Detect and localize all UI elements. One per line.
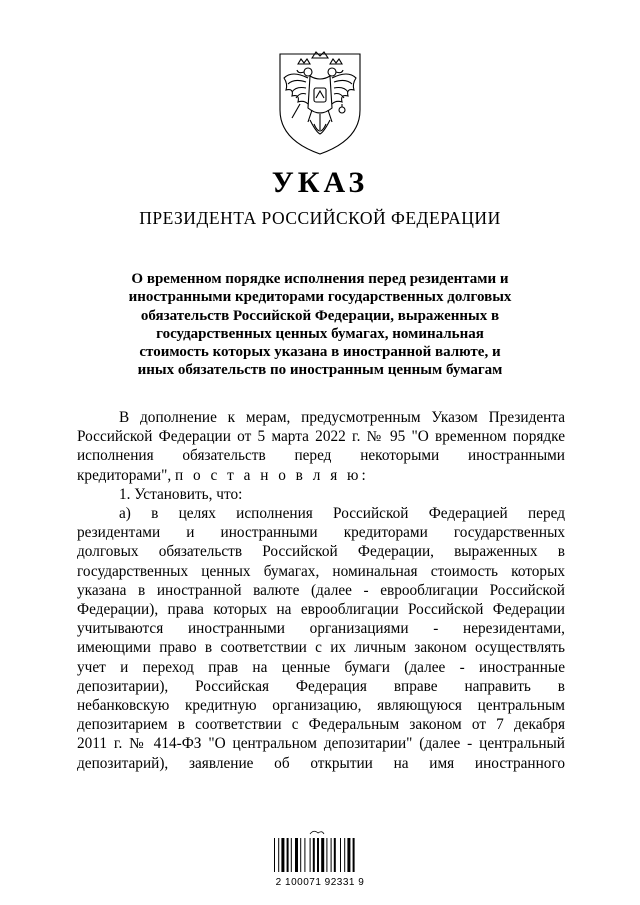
barcode-number: 2 100071 92331 9 bbox=[275, 877, 365, 888]
body-line: указана в иностранной валюте (далее - еврооблигации Российской bbox=[77, 581, 565, 599]
body-line: небанковскую кредитную организацию, являющуюся центральным bbox=[77, 697, 565, 715]
body-line: депозитарием в соответствии с Федеральным законом от 7 декабря bbox=[77, 716, 565, 734]
heading-line: иностранными кредиторами государственных долговых bbox=[128, 289, 512, 306]
heading-line: О временном порядке исполнения перед резидентами и bbox=[131, 271, 509, 287]
body-line: В дополнение к мерам, предусмотренным Указом Президента bbox=[119, 409, 565, 426]
heading-line: государственных ценных бумагах, номинальная bbox=[156, 325, 484, 342]
decree-verb: п о с т а н о в л я ю: bbox=[174, 466, 369, 484]
body-line: долговых обязательств Российской Федерации, выраженных в bbox=[77, 543, 565, 561]
decree-body bbox=[77, 408, 565, 773]
body-line: учитываются иностранными организациями - нерезидентами, bbox=[77, 620, 565, 638]
body-line: исполнения обязательств перед некоторыми иностранными bbox=[77, 447, 565, 465]
body-line: Федерации), права которых на еврооблигации Российской Федерации bbox=[77, 601, 565, 619]
heading-line: обязательств Российской Федерации, выраженных в bbox=[140, 307, 500, 324]
decree-subtitle: ПРЕЗИДЕНТА РОССИЙСКОЙ ФЕДЕРАЦИИ bbox=[139, 208, 501, 228]
body-line bbox=[77, 466, 565, 485]
decree-title: УКАЗ bbox=[271, 166, 369, 199]
heading-line: иных обязательств по иностранным ценным бумагам bbox=[137, 362, 503, 379]
body-line: резидентами и иностранными кредиторами государственных bbox=[77, 524, 565, 542]
coat-of-arms-emblem-icon bbox=[272, 48, 368, 158]
body-line: учет и переход прав на ценные бумаги (далее - иностранные bbox=[77, 658, 565, 676]
body-line: 2011 г. № 414-ФЗ "О центральном депозитарии" (далее - центральный bbox=[77, 735, 565, 753]
decree-heading bbox=[90, 270, 550, 380]
body-line: государственных ценных бумагах, номинальная стоимость которых bbox=[77, 562, 565, 580]
barcode-icon bbox=[272, 828, 368, 872]
body-line-part: кредиторами", bbox=[77, 466, 172, 484]
body-line: 1. Установить, что: bbox=[119, 485, 243, 503]
body-line: Российской Федерации от 5 марта 2022 г. № 95 "О временном порядке bbox=[77, 428, 565, 446]
body-line: имеющими право в соответствии с их личным законом осуществлять bbox=[77, 639, 565, 657]
heading-line: стоимость которых указана в иностранной валюте, и bbox=[139, 344, 501, 361]
body-line: а) в целях исполнения Российской Федерацией перед bbox=[119, 505, 565, 523]
body-line: депозитарий), заявление об открытии на имя иностранного bbox=[77, 754, 565, 772]
body-line: депозитарии), Российская Федерация вправе направить в bbox=[77, 677, 565, 695]
